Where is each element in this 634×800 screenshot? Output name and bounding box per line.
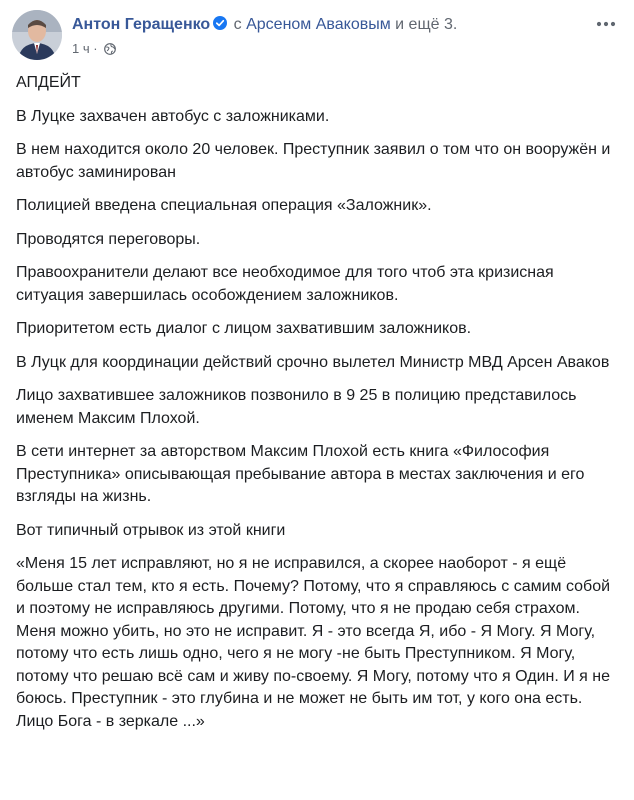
post-body (16, 72, 620, 744)
post-meta (72, 40, 116, 58)
post-timestamp[interactable]: 1 ч (72, 41, 90, 56)
tagged-person-link[interactable]: Арсеном Аваковым (246, 16, 391, 33)
post-header (12, 10, 622, 62)
post-paragraph: Приоритетом есть диалог с лицом захватившим заложников. (16, 320, 472, 337)
post-paragraph: В сети интернет за авторством Максим Плохой есть книга «Философия Преступника» описывающая пребывание автора в местах заключения и его взгляды на жизнь. (16, 443, 585, 505)
post-paragraph: Лицо захватившее заложников позвонило в 9 25 в полицию представилось именем Максим Плохой. (16, 387, 577, 427)
post-paragraph: В нем находится около 20 человек. Преступник заявил о том что он вооружён и автобус заминирован (16, 141, 611, 181)
globe-icon[interactable] (104, 43, 116, 55)
more-options-icon[interactable] (594, 12, 618, 36)
post-paragraph: АПДЕЙТ (16, 74, 81, 91)
post-paragraph: В Луцк для координации действий срочно вылетел Министр МВД Арсен Аваков (16, 353, 610, 371)
post-paragraph: Правоохранители делают все необходимое для того чтоб эта кризисная ситуация завершилась особождением заложников. (16, 264, 554, 304)
author-line (72, 15, 457, 35)
post-paragraph: Вот типичный отрывок из этой книги (16, 521, 286, 539)
avatar-portrait-icon (12, 10, 62, 60)
meta-separator: · (93, 41, 98, 56)
post-paragraph: Проводятся переговоры. (16, 230, 201, 248)
author-name-link[interactable]: Антон Геращенко (72, 16, 211, 33)
book-quote-paragraph: «Меня 15 лет исправляют, но я не исправился, а скорее наоборот - я ещё больше стал тем, кто я есть. Почему? Потому, что я справляюсь с самим собой и поэтому не исправляюсь другими. Потому, что я не продаю себя страхом. Меня можно убить, но это не исправит. Я - это всегда Я, ибо - Я Могу. Я Могу, потому что есть лишь одно, чего я не могу -не быть Преступником. Я Могу, потому что решаю всё сам и живу по-своему. Я Могу, потому что я Один. И я не боюсь. Преступник - это глубина и не может не быть им тот, у кого она есть. Лицо Бога - в зеркале ...» (16, 555, 611, 730)
and-more-link[interactable]: и ещё 3. (395, 16, 458, 33)
verified-badge-icon (213, 16, 227, 30)
post-paragraph: Полицией введена специальная операция «Заложник». (16, 197, 432, 214)
author-avatar[interactable] (12, 10, 62, 60)
post-paragraph: В Луцке захвачен автобус с заложниками. (16, 107, 330, 125)
with-prefix: с (233, 16, 242, 33)
